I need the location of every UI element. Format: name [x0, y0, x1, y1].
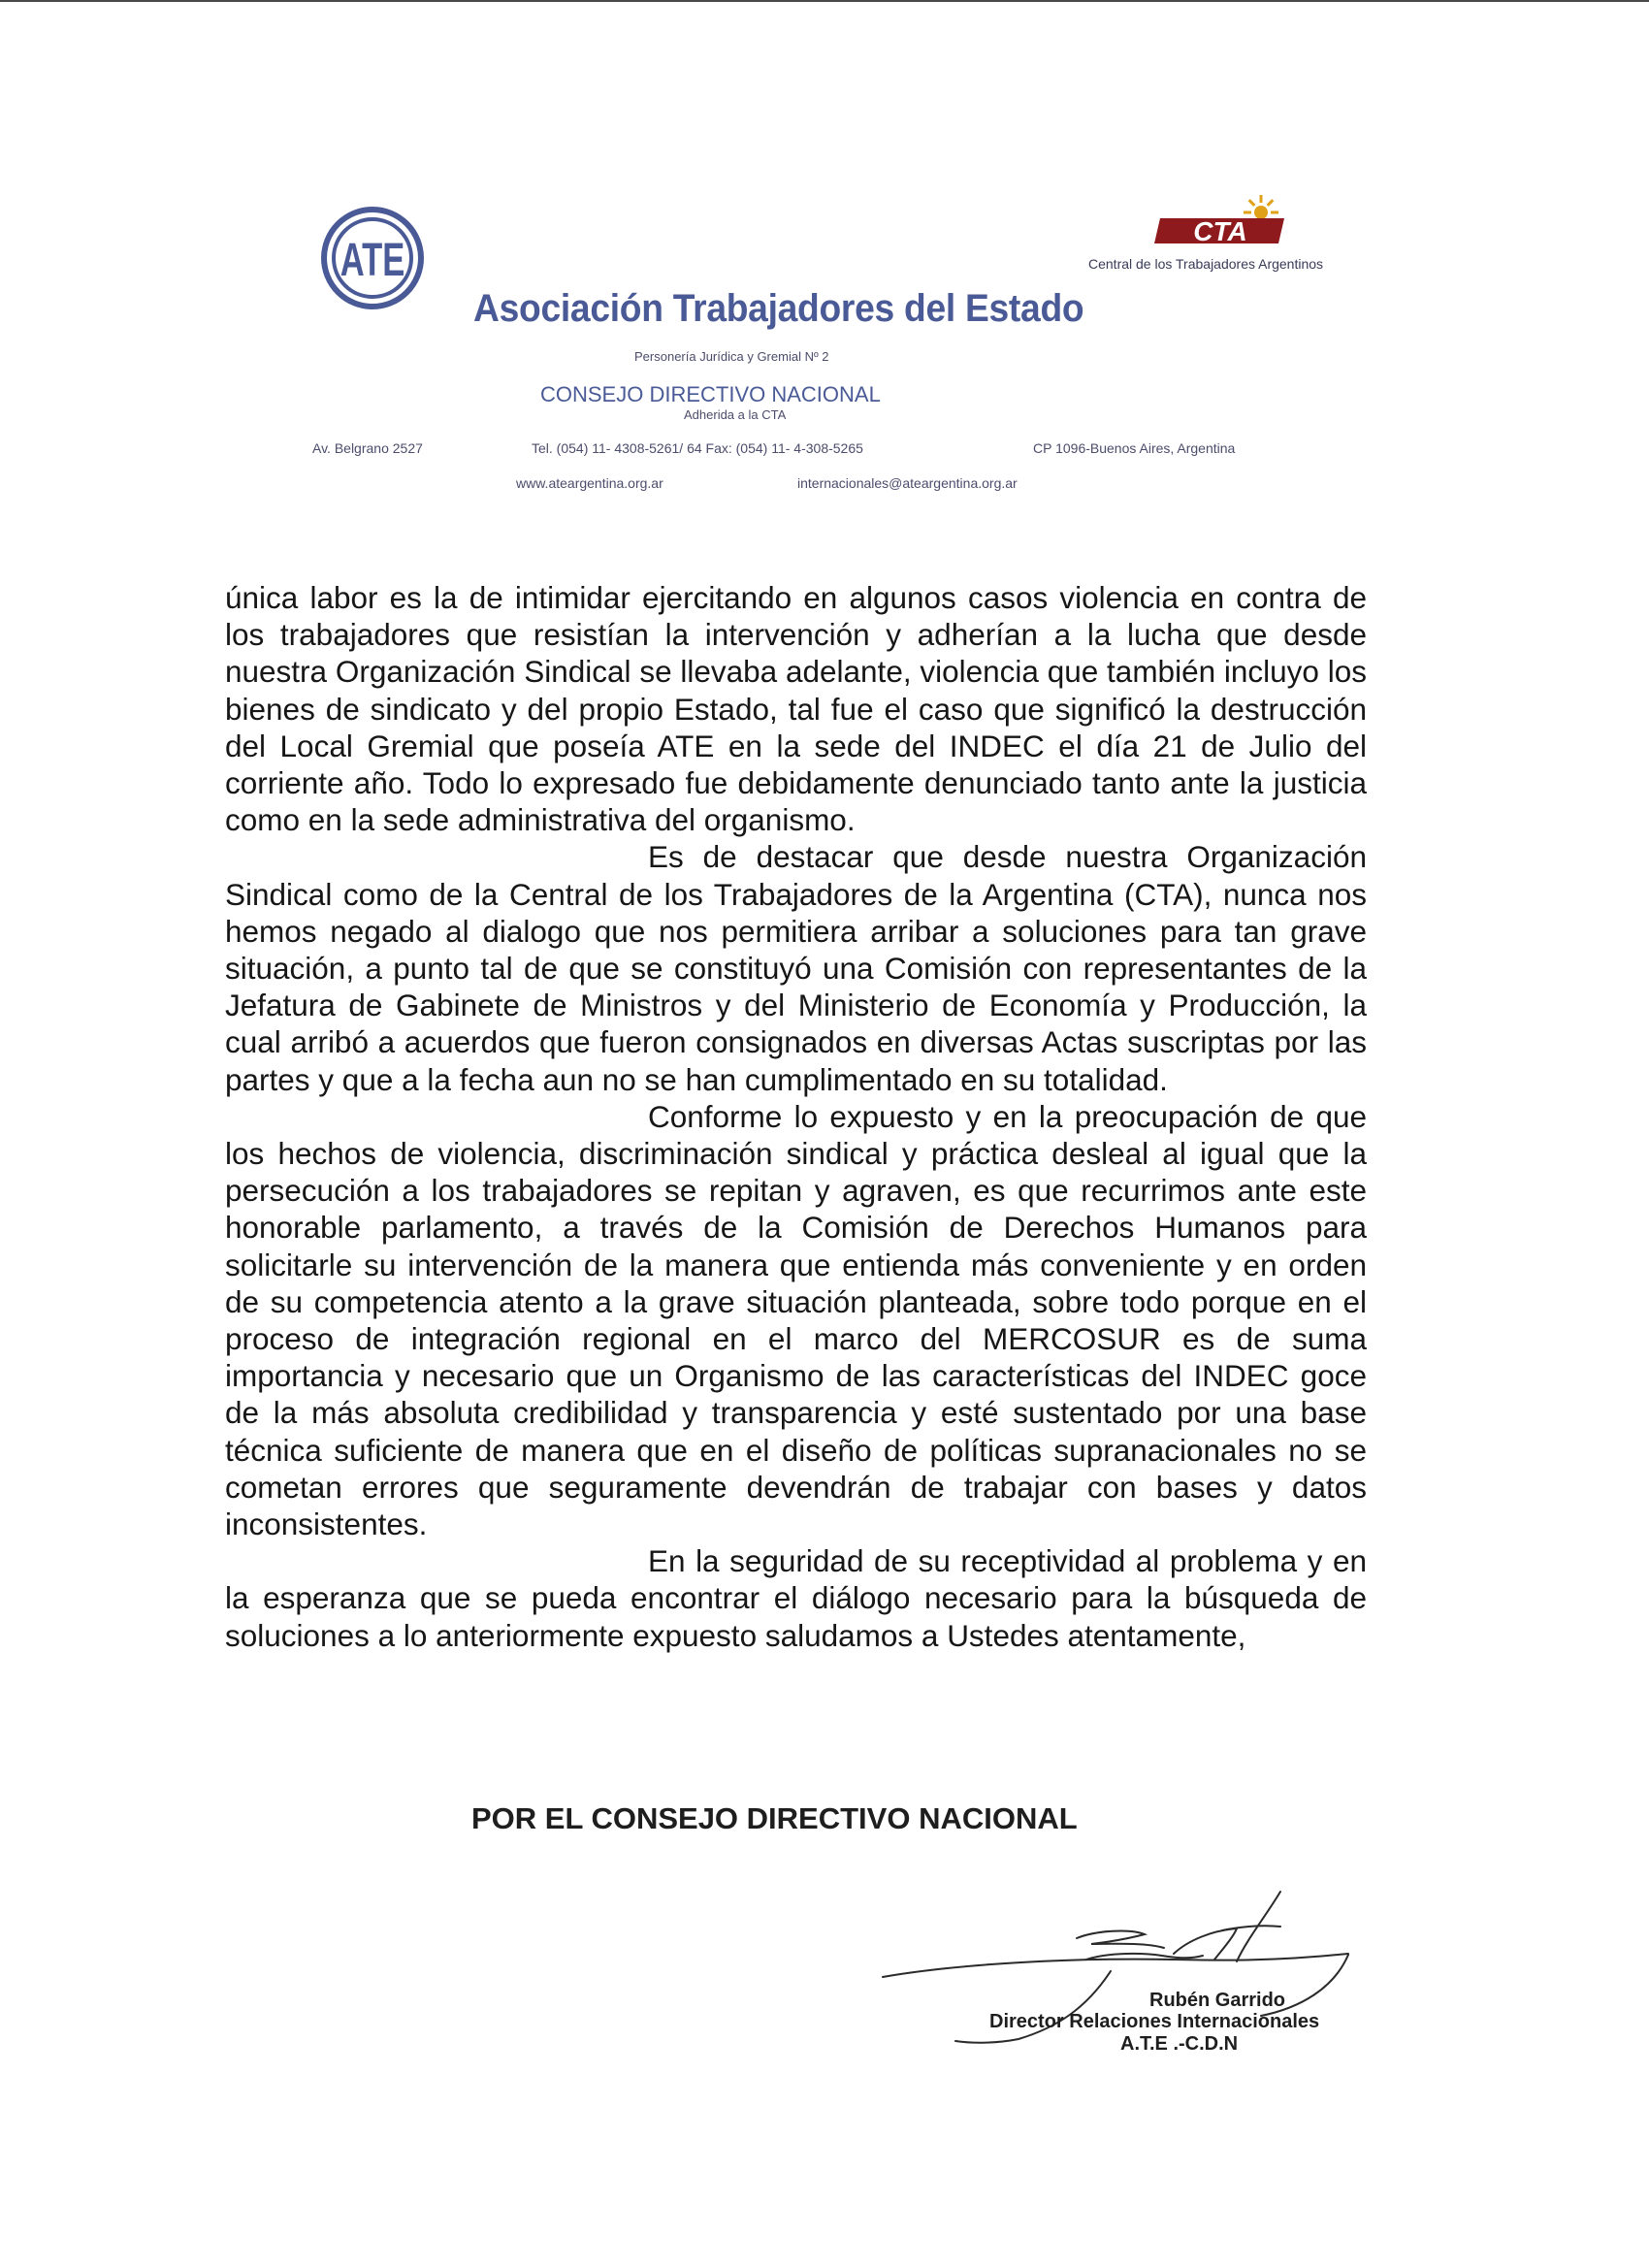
postal-text: CP 1096-Buenos Aires, Argentina	[1033, 440, 1236, 456]
address-text: Av. Belgrano 2527	[312, 440, 423, 456]
affiliation-text: Adherida a la CTA	[684, 407, 787, 422]
council-name: CONSEJO DIRECTIVO NACIONAL	[540, 382, 881, 406]
council-closing-line: POR EL CONSEJO DIRECTIVO NACIONAL	[471, 1801, 1078, 1835]
website-link[interactable]: www.ateargentina.org.ar	[516, 475, 663, 491]
organization-name: Asociación Trabajadores del Estado	[473, 287, 1084, 330]
ate-logo-icon	[320, 206, 425, 310]
body-paragraph: En la seguridad de su receptividad al problema y en la esperanza que se pueda encontrar el diálogo necesario para la búsqueda de soluciones a lo anteriormente expuesto saludamos a Ustedes atentamente,	[225, 1543, 1367, 1653]
signer-organization: A.T.E .-C.D.N	[1120, 2033, 1239, 2055]
registration-text: Personería Jurídica y Gremial Nº 2	[634, 349, 829, 364]
cta-logo-icon	[1154, 189, 1290, 247]
signer-title: Director Relaciones Internacionales	[989, 2011, 1320, 2032]
body-paragraph: Es de destacar que desde nuestra Organización Sindical como de la Central de los Trabajadores de la Argentina (CTA), nunca nos hemos negado al dialogo que nos permitiera arribar a soluciones para tan grave situación, a punto tal de que se constituyó una Comisión con representantes de la Jefatura de Gabinete de Ministros y del Ministerio de Economía y Producción, la cual arribó a acuerdos que fueron consignados en diversas Actas suscriptas por las partes y que a la fecha aun no se han cumplimentado en su totalidad.	[225, 839, 1367, 1097]
page-top-border	[0, 0, 1649, 2]
email-link[interactable]: internacionales@ateargentina.org.ar	[797, 475, 1018, 491]
phone-fax-text: Tel. (054) 11- 4308-5261/ 64 Fax: (054) 11- 4-308-5265	[532, 440, 863, 456]
signer-name: Rubén Garrido	[1149, 1990, 1286, 2011]
body-paragraph: única labor es la de intimidar ejercitando en algunos casos violencia en contra de los trabajadores que resistían la intervención y adherían a la lucha que desde nuestra Organización Sindical se llevaba adelante, violencia que también incluyo los bienes de sindicato y del propio Estado, tal fue el caso que significó la destrucción del Local Gremial que poseía ATE en la sede del INDEC el día 21 de Julio del corriente año. Todo lo expresado fue debidamente denunciado tanto ante la justicia como en la sede administrativa del organismo.	[225, 580, 1367, 838]
cta-subtitle: Central de los Trabajadores Argentinos	[1088, 256, 1324, 272]
body-paragraph: Conforme lo expuesto y en la preocupación de que los hechos de violencia, discriminación sindical y práctica desleal al igual que la persecución a los trabajadores se repitan y agraven, es que recurrimos ante este honorable parlamento, a través de la Comisión de Derechos Humanos para solicitarle su intervención de la manera que entienda más conveniente y en orden de su competencia atento a la grave situación planteada, sobre todo porque en el proceso de integración regional en el marco del MERCOSUR es de suma importancia y necesario que un Organismo de las características del INDEC goce de la más absoluta credibilidad y transparencia y esté sustentado por una base técnica suficiente de manera que en el diseño de políticas supranacionales no se cometan errores que seguramente devendrán de trabajar con bases y datos inconsistentes.	[225, 1098, 1367, 1542]
svg-text:CTA: CTA	[1193, 216, 1247, 246]
letter-body	[225, 579, 1367, 1654]
svg-text:ATE: ATE	[340, 233, 405, 286]
